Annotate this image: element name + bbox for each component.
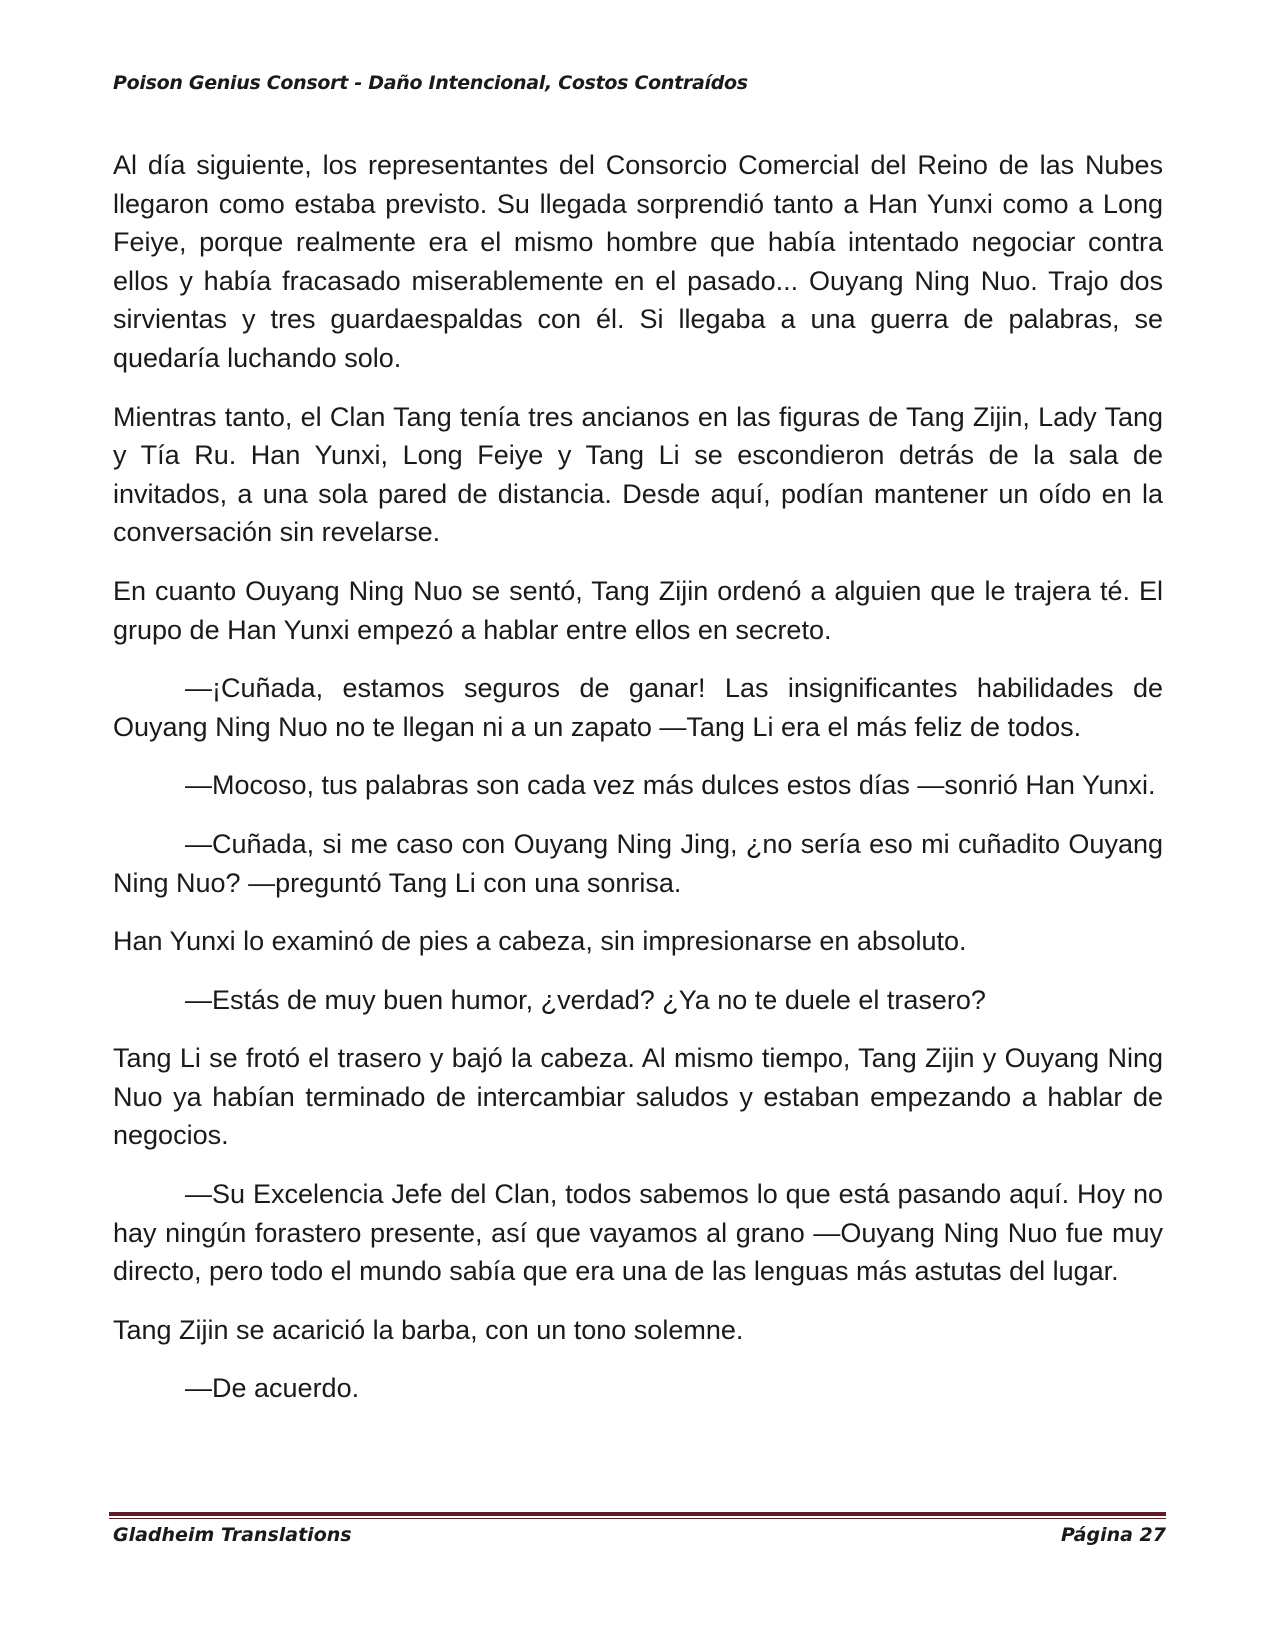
dialogue-paragraph: —Mocoso, tus palabras son cada vez más dulces estos días —sonrió Han Yunxi. [185, 770, 1156, 801]
dialogue-paragraph: —De acuerdo. [185, 1373, 360, 1404]
paragraph: Tang Zijin se acarició la barba, con un tono solemne. [113, 1314, 744, 1345]
footer-divider-thick [109, 1512, 1166, 1516]
page-footer [113, 1524, 1166, 1546]
dialogue-paragraph: —Estás de muy buen humor, ¿verdad? ¿Ya no te duele el trasero? [185, 984, 986, 1015]
paragraph: Mientras tanto, el Clan Tang tenía tres ancianos en las figuras de Tang Zijin, Lady Tang y Tía Ru. Han Yunxi, Long Feiye y Tang Li se escondieron detrás de la sala de invitados, a una sola pared de distancia. Desde aquí, podían mantener un oído en la conversación sin revelarse. [113, 401, 1163, 548]
paragraph: Han Yunxi lo examinó de pies a cabeza, sin impresionarse en absoluto. [113, 926, 967, 957]
dialogue-paragraph: —Cuñada, si me caso con Ouyang Ning Jing, ¿no sería eso mi cuñadito Ouyang Ning Nuo? —preguntó Tang Li con una sonrisa. [113, 828, 1163, 898]
paragraph: En cuanto Ouyang Ning Nuo se sentó, Tang Zijin ordenó a alguien que le trajera té. El grupo de Han Yunxi empezó a hablar entre ellos en secreto. [113, 575, 1163, 645]
page-number: Página 27 [1060, 1524, 1166, 1546]
footer-divider [109, 1512, 1166, 1519]
dialogue-paragraph: —Su Excelencia Jefe del Clan, todos sabemos lo que está pasando aquí. Hoy no hay ningún forastero presente, así que vayamos al grano —Ouyang Ning Nuo fue muy directo, pero todo el mundo sabía que era una de las lenguas más astutas del lugar. [113, 1179, 1163, 1287]
footer-divider-thin [109, 1518, 1166, 1519]
footer-translator: Gladheim Translations [113, 1524, 352, 1546]
paragraph: Tang Li se frotó el trasero y bajó la cabeza. Al mismo tiempo, Tang Zijin y Ouyang Ning Nuo ya habían terminado de intercambiar saludos y estaban empezando a hablar de negocios. [113, 1043, 1163, 1151]
dialogue-paragraph: —¡Cuñada, estamos seguros de ganar! Las insignificantes habilidades de Ouyang Ning Nuo no te llegan ni a un zapato —Tang Li era el más feliz de todos. [113, 673, 1163, 742]
paragraph: Al día siguiente, los representantes del Consorcio Comercial del Reino de las Nubes llegaron como estaba previsto. Su llegada sorprendió tanto a Han Yunxi como a Long Feiye, porque realmente era el mismo hombre que había intentado negociar contra ellos y había fracasado miserablemente en el pasado... Ouyang Ning Nuo. Trajo dos sirvientas y tres guardaespaldas con él. Si llegaba a una guerra de palabras, se quedaría luchando solo. [113, 150, 1163, 373]
body-text [113, 146, 1163, 1428]
page-header: Poison Genius Consort - Daño Intencional, Costos Contraídos [113, 72, 748, 94]
